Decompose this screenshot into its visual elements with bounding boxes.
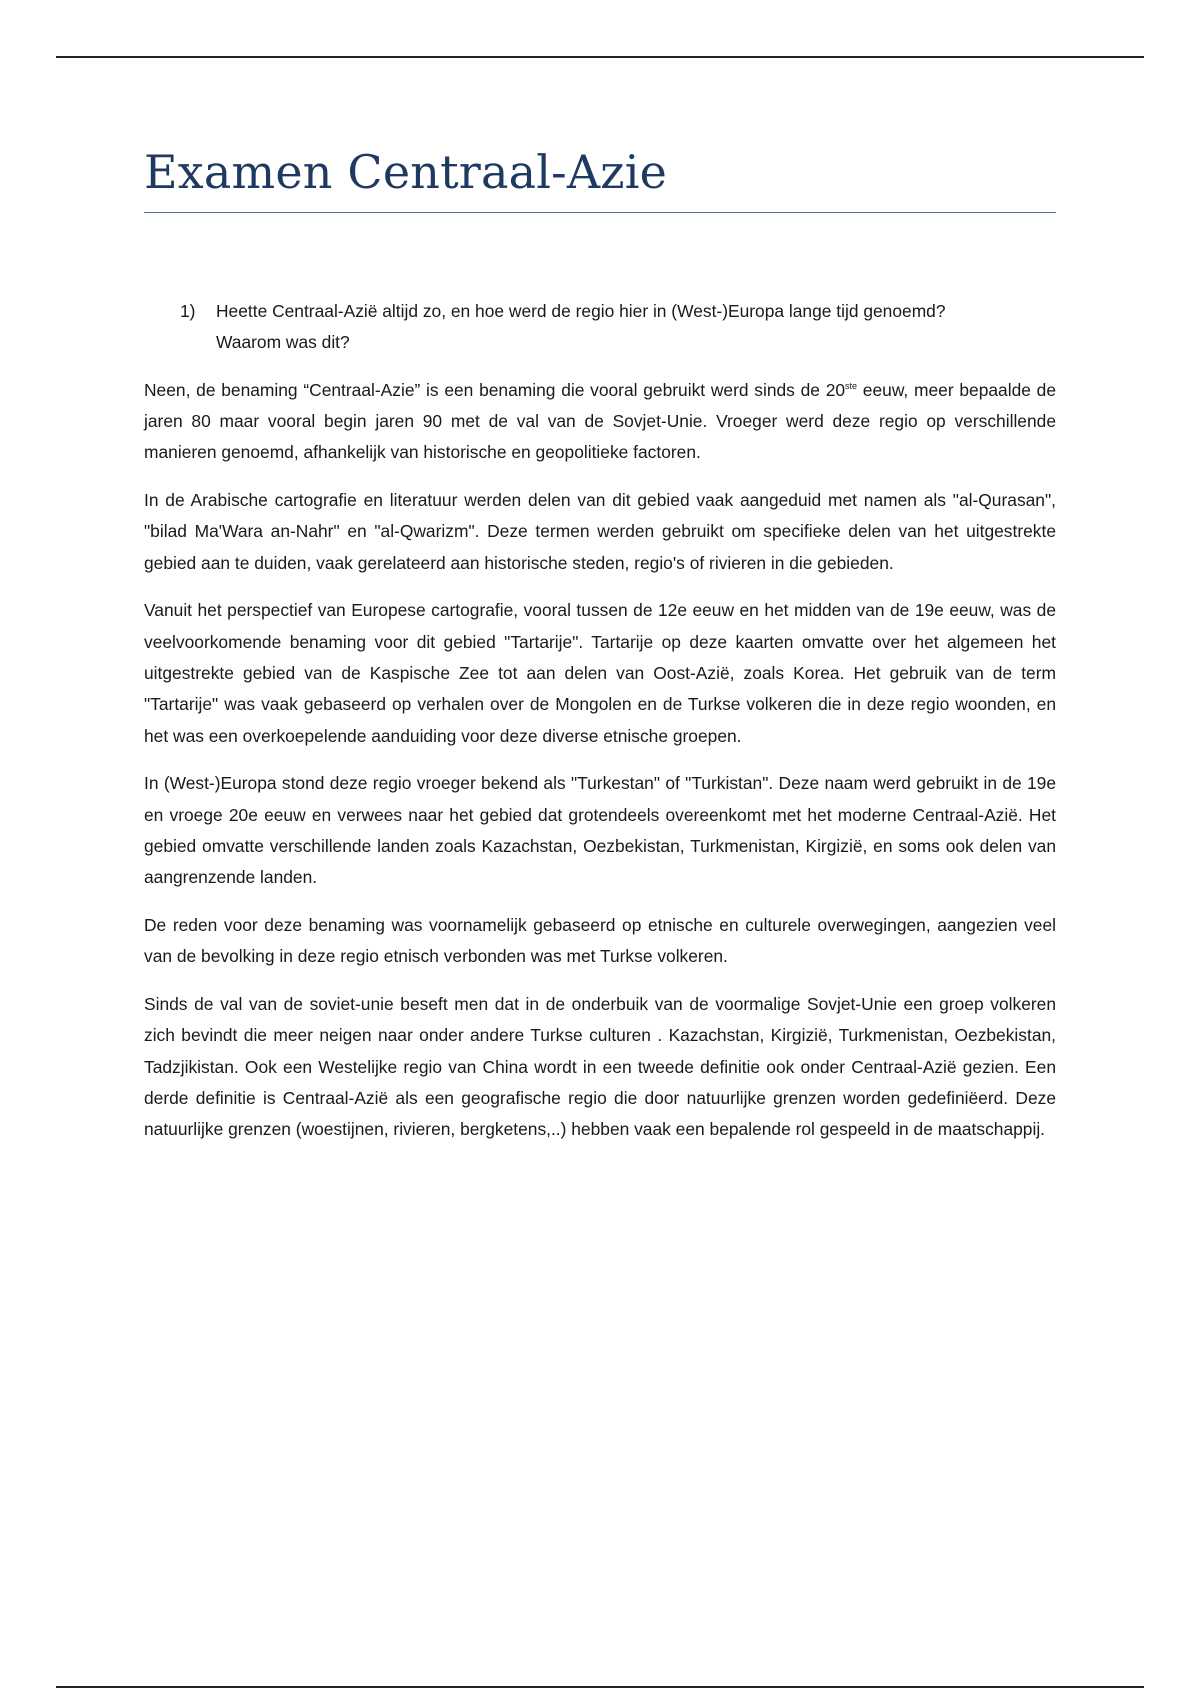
answer-paragraph-3: Vanuit het perspectief van Europese cartografie, vooral tussen de 12e eeuw en het midden van de 19e eeuw, was de veelvoorkomende benaming voor dit gebied "Tartarije". Tartarije op deze kaarten omvatte over het algemeen het uitgestrekte gebied van de Kaspische Zee tot aan delen van Oost-Azië, zoals Korea. Het gebruik van de term "Tartarije" was vaak gebaseerd op verhalen over de Mongolen en de Turkse volkeren die in deze regio woonden, en het was een overkoepelende aanduiding voor deze diverse etnische groepen. <box>144 600 1056 746</box>
answer-paragraph-6: Sinds de val van de soviet-unie beseft men dat in de onderbuik van de voormalige Sovjet-Unie een groep volkeren zich bevindt die meer neigen naar onder andere Turkse culturen . Kazachstan, Kirgizië, Turkmenistan, Oezbekistan, Tadzjikistan. Ook een Westelijke regio van China wordt in een tweede definitie ook onder Centraal-Azië gezien. Een derde definitie is Centraal-Azië als een geografische regio die door natuurlijke grenzen worden gedefiniëerd. Deze natuurlijke grenzen (woestijnen, rivieren, bergketens,..) hebben vaak een bepalende rol gespeeld in de maatschappij. <box>144 994 1056 1140</box>
document-title: Examen Centraal-Azie <box>144 145 668 199</box>
question-number: 1) <box>180 301 196 321</box>
ordinal-suffix: ste <box>845 380 858 391</box>
paragraph-1-text-start: Neen, de benaming “Centraal-Azie” is een benaming die vooral gebruikt werd sinds de 20 <box>144 379 846 400</box>
page-header-rule <box>56 56 1144 58</box>
answer-paragraph-1 <box>144 375 1056 469</box>
title-underline <box>144 212 1056 213</box>
question-text: Heette Centraal-Azië altijd zo, en hoe werd de regio hier in (West-)Europa lange tijd genoemd? Waarom was dit? <box>216 301 946 353</box>
page-footer-rule <box>56 1686 1144 1688</box>
answer-paragraph-5: De reden voor deze benaming was voornamelijk gebaseerd op etnische en culturele overwegingen, aangezien veel van de bevolking in deze regio etnisch verbonden was met Turkse volkeren. <box>144 915 1056 967</box>
document-body <box>144 296 1056 1162</box>
answer-paragraph-4: In (West-)Europa stond deze regio vroeger bekend als "Turkestan" of "Turkistan". Deze naam werd gebruikt in de 19e en vroege 20e eeuw en verwees naar het gebied dat grotendeels overeenkomt met het moderne Centraal-Azië. Het gebied omvatte verschillende landen zoals Kazachstan, Oezbekistan, Turkmenistan, Kirgizië, en soms ook delen van aangrenzende landen. <box>144 773 1056 888</box>
question-item <box>144 296 1056 359</box>
paragraph-1-text-end: eeuw, meer bepaalde de jaren 80 maar vooral begin jaren 90 met de val van de Sovjet-Unie. Vroeger werd deze regio op verschillende manieren genoemd, afhankelijk van historische en geopolitieke factoren. <box>144 379 1056 463</box>
answer-paragraph-2: In de Arabische cartografie en literatuur werden delen van dit gebied vaak aangeduid met namen als "al-Qurasan", "bilad Ma'Wara an-Nahr" en "al-Qwarizm". Deze termen werden gebruikt om specifieke delen van het uitgestrekte gebied aan te duiden, vaak gerelateerd aan historische steden, regio's of rivieren in die gebieden. <box>144 489 1056 573</box>
